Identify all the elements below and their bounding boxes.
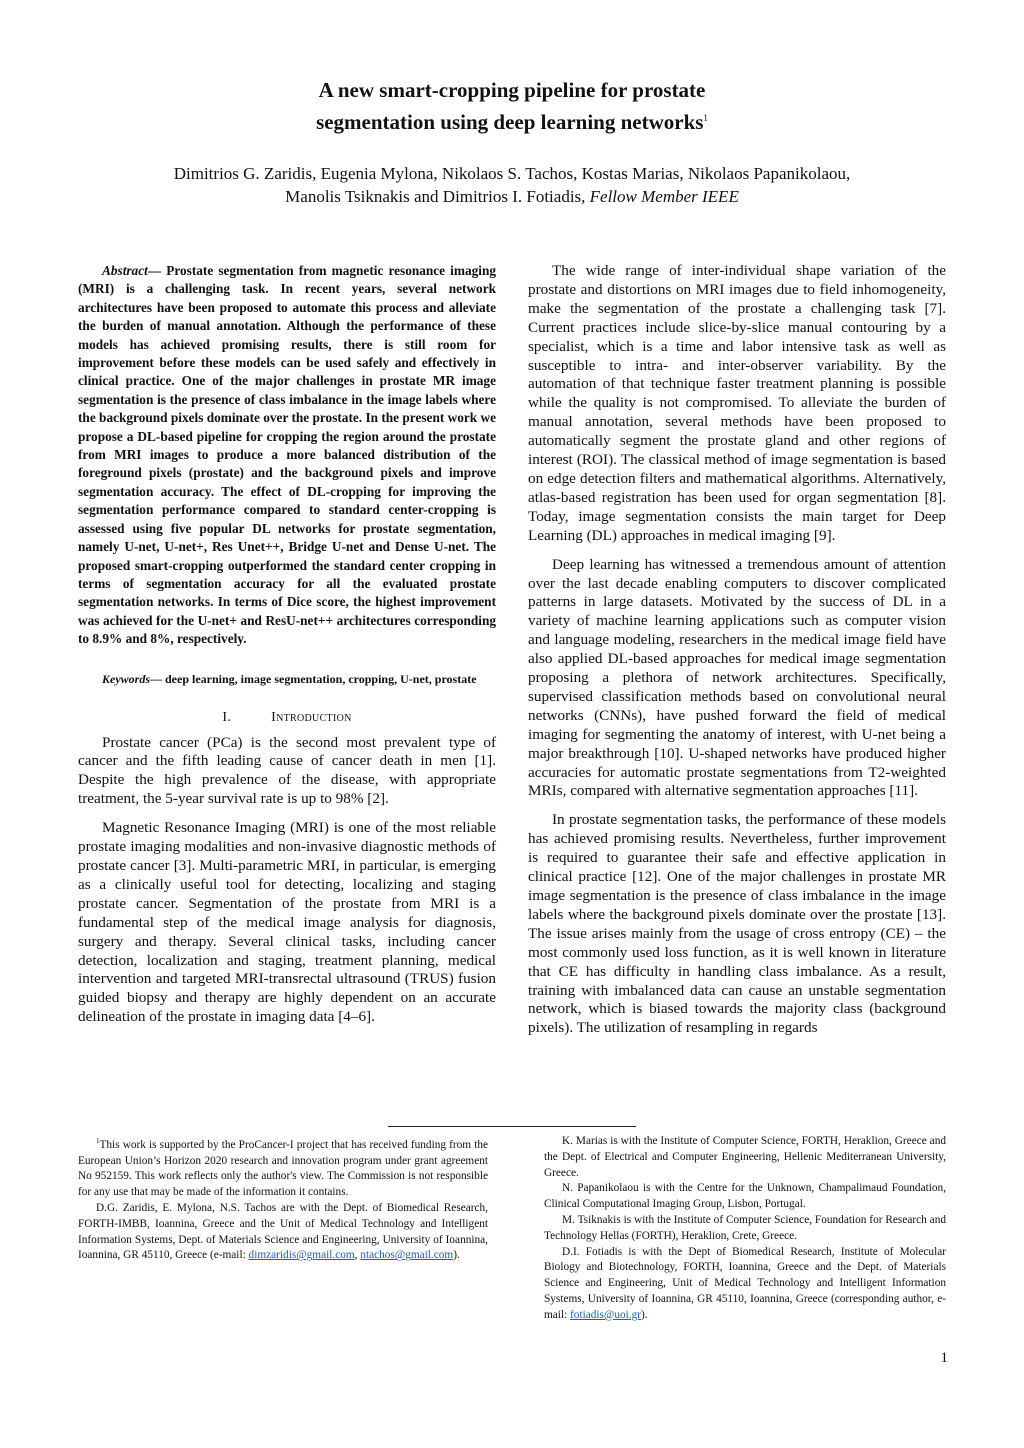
affiliation-text: D.G. Zaridis, E. Mylona, N.S. Tachos are with the Dept. of Biomedical Research, FORTH-IMBB, Ioannina, Greece and the Unit of Medical Technology and Intelligent Information Systems, Dept. of Materials Science and Engineering, University of Ioannina, Ioannina, GR 45110, Greece (e-mail: xyxy=(78,1201,488,1262)
footnote-mark: 1 xyxy=(96,1137,100,1145)
affiliation-end: ). xyxy=(453,1249,460,1262)
abstract xyxy=(78,262,496,649)
keywords-text: — deep learning, image segmentation, cropping, U-net, prostate xyxy=(150,671,477,686)
abstract-text: — Prostate segmentation from magnetic resonance imaging (MRI) is a challenging task. In recent years, several network architectures have been proposed to automate this process and alleviate the burden of manual annotation. Although the performance of these models has achieved promising results, there is still room for improvement before these models can be used safely and effectively in clinical practice. One of the major challenges in prostate MR image segmentation is the presence of class imbalance in the image labels where the background pixels dominate over the prostate. In the present work we propose a DL-based pipeline for cropping the region around the prostate from MRI images to produce a more balanced distribution of the foreground pixels (prostate) and the background pixels and improve segmentation accuracy. The effect of DL-cropping for improving the segmentation performance compared to standard center-cropping is assessed using five popular DL networks for prostate segmentation, namely U-net, U-net+, Res Unet++, Bridge U-net and Dense U-net. The proposed smart-cropping outperformed the standard center cropping in terms of segmentation accuracy for all the evaluated prostate segmentation networks. In terms of Dice score, the highest improvement was achieved for the U-net+ and ResU-net++ architectures corresponding to 8.9% and 8%, respectively. xyxy=(78,263,496,647)
body-paragraph: In prostate segmentation tasks, the performance of these models has achieved promising results. Nevertheless, further improvement is required to guarantee their safe and effective application in clinical practice [12]. One of the major challenges in prostate MR image segmentation is the presence of class imbalance in the image labels where the background pixels dominate over the prostate [13]. The issue arises mainly from the usage of cross entropy (CE) – the most commonly used loss function, as it is well known in literature that CE has difficulty in handling class imbalance. As a result, training with imbalanced data can cause an unstable segmentation network, which is biased towards the majority class (background pixels). The utilization of resampling in regards xyxy=(528,811,946,1037)
footnotes-left xyxy=(78,1134,488,1264)
section-heading-introduction xyxy=(78,710,496,726)
abstract-lead: Abstract xyxy=(102,263,148,278)
footnote-marias: K. Marias is with the Institute of Computer Science, FORTH, Heraklion, Greece and the Dept. of Electrical and Computer Engineering, Hellenic Mediterranean University, Greece. xyxy=(544,1135,946,1179)
page-number: 1 xyxy=(940,1350,948,1366)
author-list xyxy=(110,162,914,208)
fotiadis-text: D.I. Fotiadis is with the Dept of Biomedical Research, Institute of Molecular Biology and Biotechnology, FORTH, Ioannina, Greece and the Dept. of Materials Science and Engineering, Unit of Medical Technology and Intelligent Information Systems, University of Ioannina, GR 45110, Ioannina, Greece (corresponding author, e-mail: xyxy=(544,1245,946,1321)
footnote-support-text: This work is supported by the ProCancer-I project that has received funding from the European Union’s Horizon 2020 research and innovation program under grant agreement No 952159. This work reflects only the author's view. The Commission is not responsible for any use that may be made of the information it contains. xyxy=(78,1138,488,1199)
body-paragraph: Magnetic Resonance Imaging (MRI) is one of the most reliable prostate imaging modalities and non-invasive diagnostic methods of prostate cancer [3]. Multi-parametric MRI, in particular, is emerging as a clinically useful tool for detecting, localizing and staging prostate cancer. Segmentation of the prostate from MRI is a fundamental step of the medical image analysis for diagnosis, surgery and therapy. Several clinical tasks, including cancer detection, localization and staging, treatment planning, medical intervention and targeted MRI-transrectal ultrasound (TRUS) fusion guided biopsy and therapy are highly dependent on an accurate delineation of the prostate in imaging data [4–6]. xyxy=(78,819,496,1026)
email-link-zaridis[interactable]: dimzaridis@gmail.com xyxy=(248,1249,355,1262)
footnote-divider xyxy=(388,1126,636,1127)
title-line-1: A new smart-cropping pipeline for prostate xyxy=(318,78,706,102)
left-column xyxy=(78,262,496,1037)
right-column xyxy=(528,262,946,1048)
body-paragraph: The wide range of inter-individual shape variation of the prostate and distortions on MRI images due to field inhomogeneity, make the segmentation of the prostate a challenging task [7]. Current practices include slice-by-slice manual contouring by a specialist, which is a time and labor intensive task as well as susceptible to intra- and inter-observer variability. By the automation of that technique faster treatment planning is possible while the quality is not compromised. To alleviate the burden of manual annotation, several methods have been proposed to automatically segment the prostate gland and other regions of interest (ROI). The classical method of image segmentation is based on edge detection filters and mathematical algorithms. Alternatively, atlas-based registration has been used for organ segmentation [8]. Today, image segmentation consists the main target for Deep Learning (DL) approaches in medical imaging [9]. xyxy=(528,262,946,544)
footnotes-right xyxy=(544,1134,946,1324)
section-title: Introduction xyxy=(271,709,352,725)
footnote-support xyxy=(78,1134,488,1201)
body-paragraph: Prostate cancer (PCa) is the second most prevalent type of cancer and the fifth leading cause of cancer death in men [1]. Despite the high prevalence of the disease, with appropriate treatment, the 5-year survival rate is up to 98% [2]. xyxy=(78,733,496,808)
keywords xyxy=(78,671,496,688)
title-line-2: segmentation using deep learning networks xyxy=(316,110,704,134)
email-link-tachos[interactable]: ntachos@gmail.com xyxy=(360,1249,454,1262)
author-role: Fellow Member IEEE xyxy=(589,187,739,206)
authors-line-2: Manolis Tsiknakis and Dimitrios I. Fotiadis, xyxy=(285,187,586,206)
footnote-papanikolaou: N. Papanikolaou is with the Centre for the Unknown, Champalimaud Foundation, Clinical Computational Imaging Group, Lisbon, Portugal. xyxy=(544,1182,946,1211)
footnote-affiliation-1 xyxy=(78,1201,488,1264)
footnote-tsiknakis: M. Tsiknakis is with the Institute of Computer Science, Foundation for Research and Technology Hellas (FORTH), Heraklion, Crete, Greece. xyxy=(544,1213,946,1242)
email-separator: , xyxy=(354,1249,358,1262)
keywords-lead: Keywords xyxy=(102,671,150,686)
paper-title xyxy=(160,76,864,136)
title-footnote-mark: 1 xyxy=(703,113,708,123)
authors-line-1: Dimitrios G. Zaridis, Eugenia Mylona, Nikolaos S. Tachos, Kostas Marias, Nikolaos Papanikolaou, xyxy=(173,164,851,183)
email-link-fotiadis[interactable]: fotiadis@uoi.gr xyxy=(570,1308,642,1321)
fotiadis-end: ). xyxy=(641,1308,648,1321)
section-number: I. xyxy=(222,709,232,725)
footnote-fotiadis xyxy=(544,1245,946,1324)
body-paragraph: Deep learning has witnessed a tremendous amount of attention over the last decade enabling computers to discover complicated patterns in large datasets. Motivated by the success of DL in a variety of machine learning applications such as computer vision and language modeling, researchers in the medical image field have also applied DL-based approaches for medical image segmentation proposing a plethora of network architectures. Specifically, supervised classification methods based on convolutional neural networks (CNNs), have pushed forward the field of medical imaging for segmenting the anatomy of interest, with U-net being a major breakthrough [10]. U-shaped networks have produced higher accuracies for automatic prostate segmentations from T2-weighted MRIs, compared with alternative segmentation approaches [11]. xyxy=(528,555,946,800)
